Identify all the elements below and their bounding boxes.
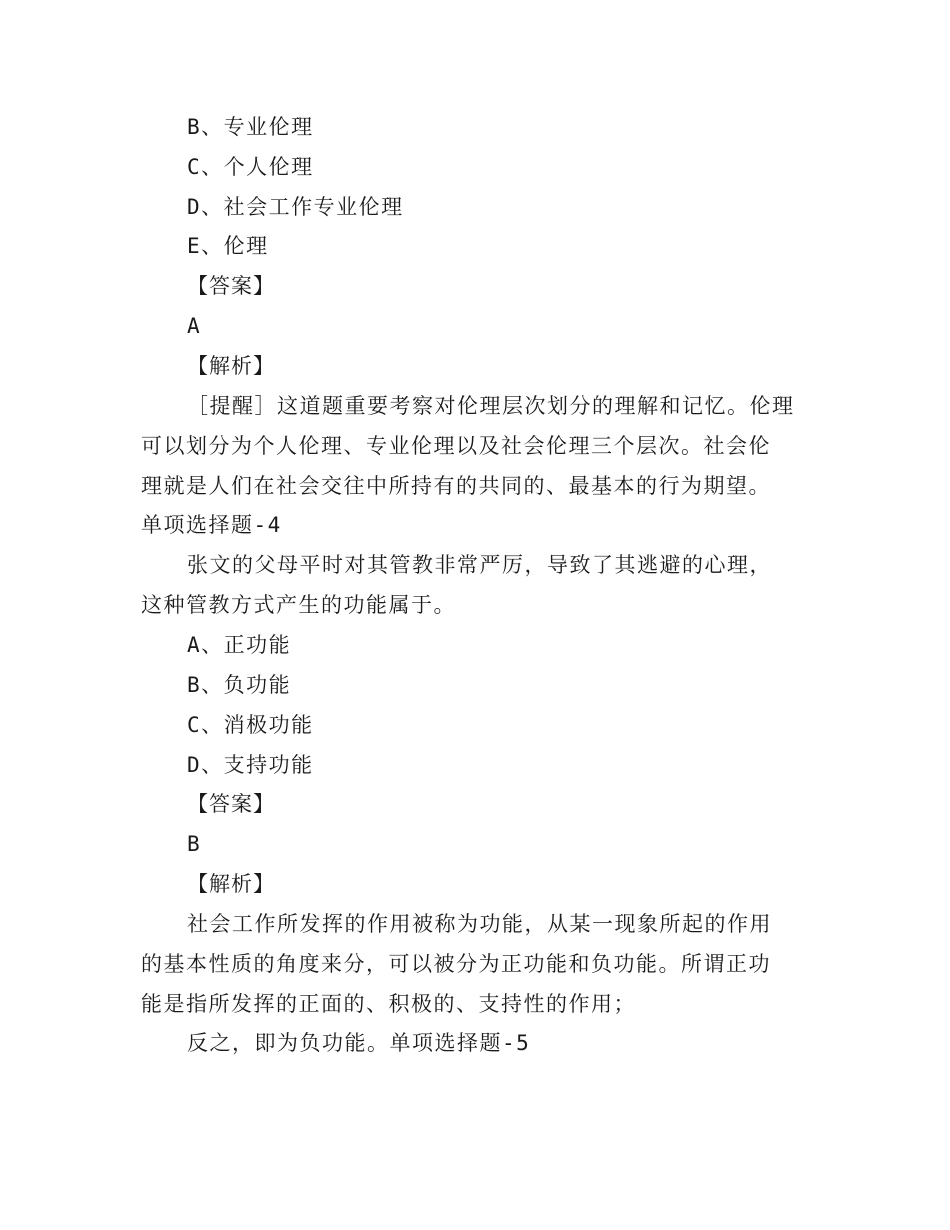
q3-answer-header: 【答案】 — [187, 274, 275, 298]
q3-analysis-line: 理就是人们在社会交往中所持有的共同的、最基本的行为期望。 — [141, 474, 771, 498]
q3-analysis-line: 可以划分为个人伦理、专业伦理以及社会伦理三个层次。社会伦 — [141, 434, 771, 458]
q4-option-b: B、负功能 — [187, 673, 292, 697]
q3-option-c: C、个人伦理 — [187, 155, 314, 179]
q3-analysis-header: 【解析】 — [187, 354, 275, 378]
q4-option-a: A、正功能 — [187, 633, 292, 657]
q3-answer: A — [187, 314, 202, 338]
q4-analysis-line: 反之，即为负功能。单项选择题-5 — [187, 1031, 531, 1055]
q4-analysis-header: 【解析】 — [187, 872, 275, 896]
q4-analysis-line: 的基本性质的角度来分，可以被分为正功能和负功能。所谓正功 — [141, 952, 771, 976]
q4-title: 单项选择题-4 — [141, 513, 282, 537]
q4-answer: B — [187, 832, 202, 856]
q3-option-e: E、伦理 — [187, 234, 269, 258]
q4-analysis-line: 能是指所发挥的正面的、积极的、支持性的作用； — [141, 992, 636, 1016]
q4-stem-line: 张文的父母平时对其管教非常严厉，导致了其逃避的心理， — [187, 553, 772, 577]
q4-option-d: D、支持功能 — [187, 753, 314, 777]
q3-option-b: B、专业伦理 — [187, 115, 314, 139]
q4-stem-line: 这种管教方式产生的功能属于。 — [141, 593, 456, 617]
q3-analysis-line: ［提醒］这道题重要考察对伦理层次划分的理解和记忆。伦理 — [187, 394, 795, 418]
q3-option-d: D、社会工作专业伦理 — [187, 195, 404, 219]
q4-option-c: C、消极功能 — [187, 713, 314, 737]
q4-answer-header: 【答案】 — [187, 792, 275, 816]
q4-analysis-line: 社会工作所发挥的作用被称为功能，从某一现象所起的作用 — [187, 912, 772, 936]
